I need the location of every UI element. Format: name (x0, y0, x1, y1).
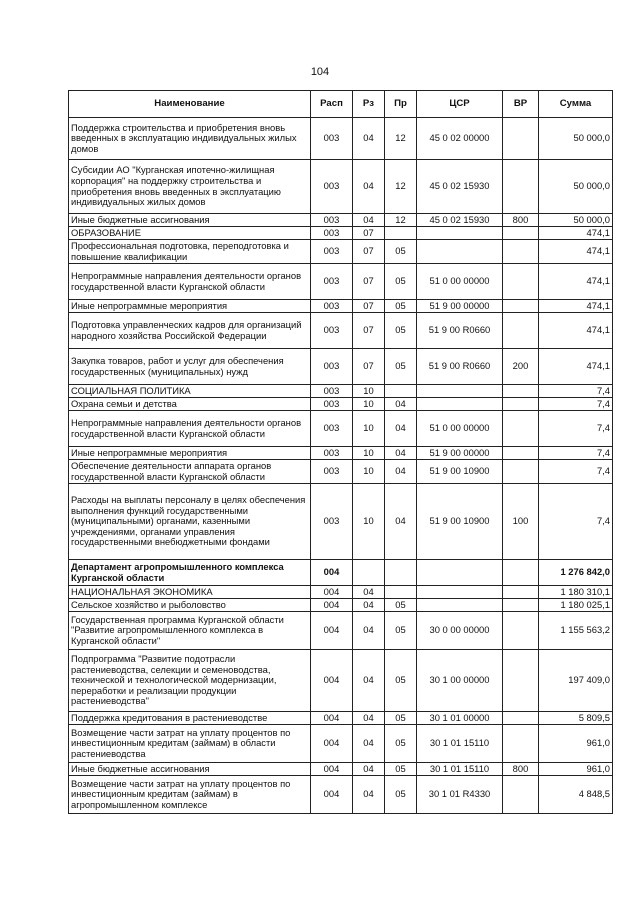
table-row (69, 612, 613, 650)
table-row (69, 725, 613, 763)
cell-vr (503, 725, 539, 763)
cell-name: Закупка товаров, работ и услуг для обеспечения государственных (муниципальных) нужд (69, 349, 311, 385)
cell-name: СОЦИАЛЬНАЯ ПОЛИТИКА (69, 385, 311, 398)
cell-rasp: 003 (311, 240, 353, 264)
cell-rz (353, 560, 385, 586)
cell-vr (503, 612, 539, 650)
header-pr: Пр (385, 91, 417, 118)
cell-rasp: 004 (311, 725, 353, 763)
cell-csr: 30 1 01 15110 (417, 725, 503, 763)
cell-pr (385, 227, 417, 240)
cell-rasp: 004 (311, 599, 353, 612)
cell-pr: 05 (385, 264, 417, 300)
cell-vr (503, 560, 539, 586)
cell-sum: 7,4 (539, 460, 613, 484)
table-row (69, 447, 613, 460)
cell-vr (503, 447, 539, 460)
cell-sum: 474,1 (539, 349, 613, 385)
cell-vr (503, 385, 539, 398)
cell-rasp: 003 (311, 349, 353, 385)
cell-vr (503, 650, 539, 712)
cell-csr (417, 240, 503, 264)
cell-csr: 30 1 01 15110 (417, 763, 503, 776)
cell-csr: 45 0 02 15930 (417, 214, 503, 227)
cell-vr (503, 599, 539, 612)
cell-name: Поддержка строительства и приобретения вновь введенных в эксплуатацию индивидуальных жилых домов (69, 118, 311, 160)
cell-vr: 800 (503, 214, 539, 227)
cell-rasp: 004 (311, 650, 353, 712)
cell-name: Субсидии АО "Курганская ипотечно-жилищная корпорация" на поддержку строительства и приобретения вновь введенных в эксплуатацию индивидуальных жилых домов (69, 160, 311, 214)
cell-csr: 51 0 00 00000 (417, 264, 503, 300)
cell-pr: 05 (385, 650, 417, 712)
cell-name: Возмещение части затрат на уплату процентов по инвестиционным кредитам (займам) в области растениеводства (69, 725, 311, 763)
table-row (69, 650, 613, 712)
cell-rasp: 003 (311, 160, 353, 214)
cell-rasp: 003 (311, 264, 353, 300)
cell-name: Департамент агропромышленного комплекса Курганской области (69, 560, 311, 586)
table-row (69, 586, 613, 599)
cell-vr: 100 (503, 484, 539, 560)
table-row (69, 763, 613, 776)
cell-vr (503, 313, 539, 349)
cell-rasp: 004 (311, 763, 353, 776)
cell-sum: 4 848,5 (539, 776, 613, 814)
cell-sum: 1 180 310,1 (539, 586, 613, 599)
cell-rz: 07 (353, 240, 385, 264)
cell-csr: 45 0 02 00000 (417, 118, 503, 160)
cell-name: НАЦИОНАЛЬНАЯ ЭКОНОМИКА (69, 586, 311, 599)
cell-rasp: 003 (311, 460, 353, 484)
cell-name: Иные бюджетные ассигнования (69, 763, 311, 776)
cell-sum: 474,1 (539, 264, 613, 300)
cell-pr: 04 (385, 484, 417, 560)
cell-rz: 10 (353, 484, 385, 560)
cell-name: Подготовка управленческих кадров для организаций народного хозяйства Российской Федерации (69, 313, 311, 349)
cell-name: Подпрограмма "Развитие подотрасли растениеводства, селекции и семеноводства, технической и технологической модернизации, переработки и реализации продукции растениеводства" (69, 650, 311, 712)
cell-rasp: 003 (311, 313, 353, 349)
cell-rz: 04 (353, 118, 385, 160)
cell-csr (417, 227, 503, 240)
cell-csr: 51 9 00 10900 (417, 460, 503, 484)
cell-rz: 04 (353, 776, 385, 814)
budget-table (68, 90, 613, 814)
cell-rasp: 003 (311, 484, 353, 560)
cell-name: Непрограммные направления деятельности органов государственной власти Курганской области (69, 264, 311, 300)
cell-rasp: 004 (311, 776, 353, 814)
header-vr: ВР (503, 91, 539, 118)
cell-sum: 474,1 (539, 313, 613, 349)
table-row (69, 398, 613, 411)
cell-sum: 1 180 025,1 (539, 599, 613, 612)
cell-sum: 7,4 (539, 484, 613, 560)
cell-csr (417, 560, 503, 586)
header-rz: Рз (353, 91, 385, 118)
cell-pr: 05 (385, 763, 417, 776)
cell-rz: 07 (353, 227, 385, 240)
cell-vr: 800 (503, 763, 539, 776)
cell-vr (503, 398, 539, 411)
cell-csr: 30 1 01 R4330 (417, 776, 503, 814)
cell-rz: 04 (353, 160, 385, 214)
cell-pr: 05 (385, 612, 417, 650)
cell-vr: 200 (503, 349, 539, 385)
cell-rasp: 003 (311, 227, 353, 240)
cell-pr (385, 586, 417, 599)
cell-sum: 474,1 (539, 300, 613, 313)
cell-rz: 04 (353, 650, 385, 712)
table-row (69, 264, 613, 300)
cell-pr: 05 (385, 725, 417, 763)
cell-vr (503, 586, 539, 599)
cell-name: Профессиональная подготовка, переподготовка и повышение квалификации (69, 240, 311, 264)
cell-name: Охрана семьи и детства (69, 398, 311, 411)
cell-rz: 07 (353, 349, 385, 385)
cell-pr: 05 (385, 712, 417, 725)
cell-rz: 04 (353, 763, 385, 776)
cell-csr (417, 398, 503, 411)
cell-vr (503, 160, 539, 214)
cell-sum: 961,0 (539, 763, 613, 776)
cell-name: Возмещение части затрат на уплату процентов по инвестиционным кредитам (займам) в агропромышленном комплексе (69, 776, 311, 814)
cell-csr: 51 9 00 R0660 (417, 349, 503, 385)
cell-vr (503, 411, 539, 447)
cell-rz: 04 (353, 586, 385, 599)
cell-rz: 10 (353, 411, 385, 447)
cell-pr: 05 (385, 776, 417, 814)
cell-rz: 10 (353, 460, 385, 484)
header-rasp: Расп (311, 91, 353, 118)
table-row (69, 385, 613, 398)
cell-vr (503, 264, 539, 300)
cell-name: Поддержка кредитования в растениеводстве (69, 712, 311, 725)
cell-pr: 05 (385, 599, 417, 612)
page-number: 104 (310, 66, 330, 78)
cell-rasp: 004 (311, 560, 353, 586)
cell-sum: 50 000,0 (539, 160, 613, 214)
cell-name: Иные непрограммные мероприятия (69, 300, 311, 313)
cell-name: Расходы на выплаты персоналу в целях обеспечения выполнения функций государственными (муниципальными) органами, казенными учреждениями, органами управления государственными внебюджетными фондами (69, 484, 311, 560)
cell-sum: 7,4 (539, 398, 613, 411)
cell-rz: 04 (353, 599, 385, 612)
cell-vr (503, 118, 539, 160)
table-row (69, 300, 613, 313)
cell-csr (417, 586, 503, 599)
cell-vr (503, 776, 539, 814)
cell-rasp: 003 (311, 398, 353, 411)
cell-pr (385, 385, 417, 398)
cell-csr: 51 9 00 00000 (417, 300, 503, 313)
cell-vr (503, 300, 539, 313)
table-row (69, 599, 613, 612)
cell-rasp: 004 (311, 586, 353, 599)
cell-rz: 07 (353, 264, 385, 300)
cell-csr: 30 0 00 00000 (417, 612, 503, 650)
cell-sum: 961,0 (539, 725, 613, 763)
cell-name: Государственная программа Курганской области "Развитие агропромышленного комплекса в Курганской области" (69, 612, 311, 650)
table-header-row (69, 91, 613, 118)
table-row (69, 560, 613, 586)
table-row (69, 460, 613, 484)
cell-rz: 10 (353, 398, 385, 411)
cell-rz: 04 (353, 612, 385, 650)
cell-sum: 5 809,5 (539, 712, 613, 725)
cell-pr: 12 (385, 214, 417, 227)
cell-vr (503, 240, 539, 264)
cell-csr (417, 385, 503, 398)
cell-pr: 12 (385, 160, 417, 214)
cell-rz: 04 (353, 214, 385, 227)
cell-vr (503, 460, 539, 484)
cell-pr: 05 (385, 349, 417, 385)
cell-rz: 07 (353, 300, 385, 313)
cell-name: Сельское хозяйство и рыболовство (69, 599, 311, 612)
cell-name: Обеспечение деятельности аппарата органов государственной власти Курганской области (69, 460, 311, 484)
cell-rz: 10 (353, 447, 385, 460)
cell-pr: 05 (385, 313, 417, 349)
cell-rz: 10 (353, 385, 385, 398)
table-row (69, 118, 613, 160)
cell-csr: 30 1 00 00000 (417, 650, 503, 712)
table-row (69, 313, 613, 349)
cell-sum: 474,1 (539, 227, 613, 240)
cell-rasp: 003 (311, 118, 353, 160)
cell-rasp: 004 (311, 712, 353, 725)
cell-name: Непрограммные направления деятельности органов государственной власти Курганской области (69, 411, 311, 447)
cell-csr: 51 0 00 00000 (417, 411, 503, 447)
cell-rasp: 003 (311, 385, 353, 398)
cell-name: ОБРАЗОВАНИЕ (69, 227, 311, 240)
cell-pr: 12 (385, 118, 417, 160)
cell-csr (417, 599, 503, 612)
cell-pr (385, 560, 417, 586)
cell-rasp: 004 (311, 612, 353, 650)
cell-sum: 1 155 563,2 (539, 612, 613, 650)
cell-pr: 05 (385, 240, 417, 264)
cell-rasp: 003 (311, 447, 353, 460)
header-csr: ЦСР (417, 91, 503, 118)
cell-csr: 51 9 00 00000 (417, 447, 503, 460)
cell-vr (503, 712, 539, 725)
cell-pr: 04 (385, 460, 417, 484)
table-row (69, 227, 613, 240)
table-row (69, 160, 613, 214)
header-name: Наименование (69, 91, 311, 118)
cell-rasp: 003 (311, 300, 353, 313)
cell-rasp: 003 (311, 214, 353, 227)
cell-name: Иные бюджетные ассигнования (69, 214, 311, 227)
cell-csr: 45 0 02 15930 (417, 160, 503, 214)
header-sum: Сумма (539, 91, 613, 118)
table-row (69, 411, 613, 447)
cell-rz: 04 (353, 725, 385, 763)
cell-rz: 07 (353, 313, 385, 349)
cell-rasp: 003 (311, 411, 353, 447)
cell-sum: 50 000,0 (539, 118, 613, 160)
cell-vr (503, 227, 539, 240)
cell-pr: 04 (385, 411, 417, 447)
cell-sum: 7,4 (539, 411, 613, 447)
cell-pr: 04 (385, 398, 417, 411)
cell-sum: 197 409,0 (539, 650, 613, 712)
cell-pr: 04 (385, 447, 417, 460)
table-row (69, 776, 613, 814)
cell-sum: 50 000,0 (539, 214, 613, 227)
cell-name: Иные непрограммные мероприятия (69, 447, 311, 460)
cell-csr: 51 9 00 R0660 (417, 313, 503, 349)
cell-sum: 7,4 (539, 385, 613, 398)
cell-sum: 474,1 (539, 240, 613, 264)
cell-rz: 04 (353, 712, 385, 725)
cell-sum: 1 276 842,0 (539, 560, 613, 586)
cell-pr: 05 (385, 300, 417, 313)
table-row (69, 240, 613, 264)
table-row (69, 349, 613, 385)
cell-csr: 51 9 00 10900 (417, 484, 503, 560)
table-row (69, 484, 613, 560)
table-row (69, 214, 613, 227)
cell-sum: 7,4 (539, 447, 613, 460)
cell-csr: 30 1 01 00000 (417, 712, 503, 725)
table-row (69, 712, 613, 725)
